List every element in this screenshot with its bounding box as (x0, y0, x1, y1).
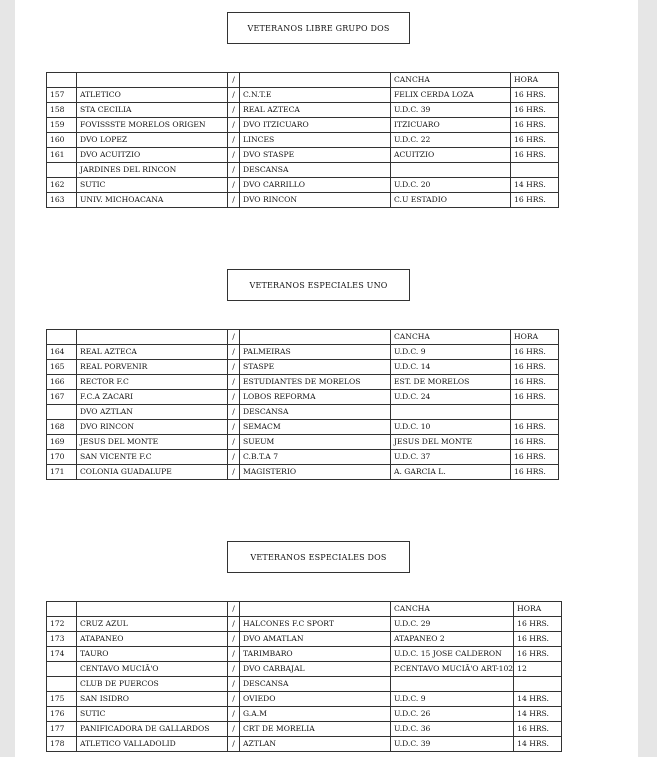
away-team-cell: HALCONES F.C SPORT (240, 617, 391, 632)
separator-cell: / (228, 465, 240, 480)
home-team-cell: SAN VICENTE F.C (77, 450, 228, 465)
separator-cell: / (228, 345, 240, 360)
match-number-cell: 168 (47, 420, 77, 435)
header-cell: HORA (514, 602, 562, 617)
match-number-cell: 165 (47, 360, 77, 375)
header-cell (240, 73, 391, 88)
time-cell: 16 HRS. (514, 647, 562, 662)
separator-cell: / (228, 617, 240, 632)
header-cell: CANCHA (391, 602, 514, 617)
home-team-cell: ATLETICO (77, 88, 228, 103)
venue-cell: P.CENTAVO MUCIĂ'O ART-102 (391, 662, 514, 677)
section-title: VETERANOS ESPECIALES DOS (227, 541, 410, 573)
match-number-cell: 158 (47, 103, 77, 118)
match-number-cell: 175 (47, 692, 77, 707)
home-team-cell: REAL PORVENIR (77, 360, 228, 375)
home-team-cell: SUTIC (77, 707, 228, 722)
match-number-cell: 173 (47, 632, 77, 647)
table-row (47, 133, 559, 148)
time-cell: 16 HRS. (511, 88, 559, 103)
table-row (47, 148, 559, 163)
away-team-cell: SEMACM (240, 420, 391, 435)
table-row (47, 632, 562, 647)
table-row (47, 465, 559, 480)
venue-cell: U.D.C. 39 (391, 103, 511, 118)
match-number-cell: 160 (47, 133, 77, 148)
time-cell: 16 HRS. (511, 465, 559, 480)
away-team-cell: DVO AMATLAN (240, 632, 391, 647)
match-number-cell: 162 (47, 178, 77, 193)
match-number-cell: 169 (47, 435, 77, 450)
separator-cell: / (228, 178, 240, 193)
time-cell: 16 HRS. (511, 360, 559, 375)
table-row (47, 375, 559, 390)
header-cell: HORA (511, 73, 559, 88)
header-cell (77, 73, 228, 88)
home-team-cell: JARDINES DEL RINCON (77, 163, 228, 178)
venue-cell: A. GARCIA L. (391, 465, 511, 480)
header-cell: / (228, 73, 240, 88)
section-title: VETERANOS LIBRE GRUPO DOS (227, 12, 410, 44)
time-cell: 16 HRS. (511, 420, 559, 435)
away-team-cell: ESTUDIANTES DE MORELOS (240, 375, 391, 390)
table-row (47, 737, 562, 752)
match-number-cell (47, 405, 77, 420)
header-cell (47, 73, 77, 88)
time-cell: 12 (514, 662, 562, 677)
away-team-cell: CRT DE MORELIA (240, 722, 391, 737)
home-team-cell: TAURO (77, 647, 228, 662)
away-team-cell: DESCANSA (240, 163, 391, 178)
schedule-table (46, 601, 562, 752)
table-row (47, 163, 559, 178)
separator-cell: / (228, 662, 240, 677)
home-team-cell: ATAPANEO (77, 632, 228, 647)
away-team-cell: DVO ITZICUARO (240, 118, 391, 133)
venue-cell (391, 677, 514, 692)
schedule-table (46, 329, 559, 480)
table-row (47, 707, 562, 722)
match-number-cell: 172 (47, 617, 77, 632)
home-team-cell: F.C.A ZACARI (77, 390, 228, 405)
time-cell (511, 405, 559, 420)
venue-cell: EST. DE MORELOS (391, 375, 511, 390)
separator-cell: / (228, 692, 240, 707)
home-team-cell: CENTAVO MUCIĂ'O (77, 662, 228, 677)
separator-cell: / (228, 103, 240, 118)
match-number-cell: 176 (47, 707, 77, 722)
away-team-cell: C.N.T.E (240, 88, 391, 103)
venue-cell: U.D.C. 15 JOSE CALDERON (391, 647, 514, 662)
match-number-cell: 178 (47, 737, 77, 752)
away-team-cell: G.A.M (240, 707, 391, 722)
home-team-cell: FOVISSSTE MORELOS ORIGEN (77, 118, 228, 133)
home-team-cell: DVO RINCON (77, 420, 228, 435)
away-team-cell: LINCES (240, 133, 391, 148)
table-row (47, 677, 562, 692)
away-team-cell: SUEUM (240, 435, 391, 450)
home-team-cell: UNIV. MICHOACANA (77, 193, 228, 208)
time-cell: 16 HRS. (511, 103, 559, 118)
table-row (47, 420, 559, 435)
away-team-cell: DVO CARRILLO (240, 178, 391, 193)
venue-cell: ACUITZIO (391, 148, 511, 163)
time-cell: 16 HRS. (514, 722, 562, 737)
match-number-cell: 164 (47, 345, 77, 360)
time-cell: 14 HRS. (514, 692, 562, 707)
venue-cell: U.D.C. 36 (391, 722, 514, 737)
separator-cell: / (228, 737, 240, 752)
separator-cell: / (228, 450, 240, 465)
match-number-cell (47, 677, 77, 692)
home-team-cell: ATLETICO VALLADOLID (77, 737, 228, 752)
table-row (47, 617, 562, 632)
time-cell: 16 HRS. (511, 450, 559, 465)
separator-cell: / (228, 148, 240, 163)
time-cell: 16 HRS. (511, 435, 559, 450)
table-row (47, 178, 559, 193)
separator-cell: / (228, 133, 240, 148)
header-cell (77, 602, 228, 617)
header-cell (77, 330, 228, 345)
away-team-cell: TARIMBARO (240, 647, 391, 662)
header-row (47, 330, 559, 345)
table-row (47, 193, 559, 208)
home-team-cell: CLUB DE PUERCOS (77, 677, 228, 692)
header-cell (240, 330, 391, 345)
header-cell (47, 330, 77, 345)
match-number-cell: 166 (47, 375, 77, 390)
header-cell: HORA (511, 330, 559, 345)
schedule-table (46, 72, 559, 208)
table-row (47, 103, 559, 118)
venue-cell: U.D.C. 37 (391, 450, 511, 465)
separator-cell: / (228, 647, 240, 662)
venue-cell: U.D.C. 10 (391, 420, 511, 435)
header-cell: CANCHA (391, 73, 511, 88)
away-team-cell: OVIEDO (240, 692, 391, 707)
separator-cell: / (228, 707, 240, 722)
time-cell: 16 HRS. (511, 133, 559, 148)
away-team-cell: REAL AZTECA (240, 103, 391, 118)
separator-cell: / (228, 435, 240, 450)
separator-cell: / (228, 405, 240, 420)
venue-cell: U.D.C. 39 (391, 737, 514, 752)
separator-cell: / (228, 375, 240, 390)
time-cell: 16 HRS. (514, 632, 562, 647)
home-team-cell: DVO ACUITZIO (77, 148, 228, 163)
home-team-cell: DVO LOPEZ (77, 133, 228, 148)
away-team-cell: DESCANSA (240, 405, 391, 420)
venue-cell: ATAPANEO 2 (391, 632, 514, 647)
home-team-cell: STA CECILIA (77, 103, 228, 118)
table-row (47, 450, 559, 465)
time-cell: 14 HRS. (514, 737, 562, 752)
time-cell: 14 HRS. (514, 707, 562, 722)
separator-cell: / (228, 420, 240, 435)
separator-cell: / (228, 360, 240, 375)
time-cell: 16 HRS. (514, 617, 562, 632)
venue-cell: JESUS DEL MONTE (391, 435, 511, 450)
time-cell: 16 HRS. (511, 390, 559, 405)
table-row (47, 722, 562, 737)
table-row (47, 88, 559, 103)
header-row (47, 602, 562, 617)
home-team-cell: DVO AZTLAN (77, 405, 228, 420)
table-row (47, 647, 562, 662)
match-number-cell: 161 (47, 148, 77, 163)
venue-cell: U.D.C. 14 (391, 360, 511, 375)
separator-cell: / (228, 722, 240, 737)
header-cell (47, 602, 77, 617)
time-cell (511, 163, 559, 178)
separator-cell: / (228, 193, 240, 208)
match-number-cell: 171 (47, 465, 77, 480)
time-cell: 16 HRS. (511, 193, 559, 208)
venue-cell: ITZICUARO (391, 118, 511, 133)
venue-cell (391, 405, 511, 420)
header-cell: CANCHA (391, 330, 511, 345)
header-cell (240, 602, 391, 617)
venue-cell: C.U ESTADIO (391, 193, 511, 208)
match-number-cell: 159 (47, 118, 77, 133)
table-row (47, 118, 559, 133)
section-title: VETERANOS ESPECIALES UNO (227, 269, 410, 301)
time-cell: 16 HRS. (511, 118, 559, 133)
home-team-cell: CRUZ AZUL (77, 617, 228, 632)
venue-cell: U.D.C. 26 (391, 707, 514, 722)
match-number-cell (47, 662, 77, 677)
match-number-cell: 167 (47, 390, 77, 405)
table-row (47, 692, 562, 707)
match-number-cell: 157 (47, 88, 77, 103)
match-number-cell: 170 (47, 450, 77, 465)
header-row (47, 73, 559, 88)
match-number-cell: 177 (47, 722, 77, 737)
match-number-cell (47, 163, 77, 178)
venue-cell: FELIX CERDA LOZA (391, 88, 511, 103)
home-team-cell: REAL AZTECA (77, 345, 228, 360)
venue-cell: U.D.C. 29 (391, 617, 514, 632)
match-number-cell: 163 (47, 193, 77, 208)
separator-cell: / (228, 88, 240, 103)
separator-cell: / (228, 118, 240, 133)
separator-cell: / (228, 390, 240, 405)
time-cell (514, 677, 562, 692)
venue-cell: U.D.C. 9 (391, 345, 511, 360)
time-cell: 16 HRS. (511, 148, 559, 163)
home-team-cell: COLONIA GUADALUPE (77, 465, 228, 480)
venue-cell: U.D.C. 9 (391, 692, 514, 707)
table-row (47, 345, 559, 360)
separator-cell: / (228, 632, 240, 647)
table-row (47, 390, 559, 405)
table-row (47, 662, 562, 677)
time-cell: 16 HRS. (511, 345, 559, 360)
time-cell: 14 HRS. (511, 178, 559, 193)
away-team-cell: MAGISTERIO (240, 465, 391, 480)
table-row (47, 435, 559, 450)
home-team-cell: RECTOR F.C (77, 375, 228, 390)
away-team-cell: DVO CARBAJAL (240, 662, 391, 677)
venue-cell: U.D.C. 22 (391, 133, 511, 148)
document-page (15, 0, 638, 757)
away-team-cell: STASPE (240, 360, 391, 375)
home-team-cell: JESUS DEL MONTE (77, 435, 228, 450)
away-team-cell: DVO STASPE (240, 148, 391, 163)
header-cell: / (228, 602, 240, 617)
separator-cell: / (228, 677, 240, 692)
home-team-cell: PANIFICADORA DE GALLARDOS (77, 722, 228, 737)
venue-cell (391, 163, 511, 178)
away-team-cell: DVO RINCON (240, 193, 391, 208)
away-team-cell: C.B.T.A 7 (240, 450, 391, 465)
venue-cell: U.D.C. 20 (391, 178, 511, 193)
away-team-cell: DESCANSA (240, 677, 391, 692)
home-team-cell: SAN ISIDRO (77, 692, 228, 707)
separator-cell: / (228, 163, 240, 178)
away-team-cell: AZTLAN (240, 737, 391, 752)
away-team-cell: LOBOS REFORMA (240, 390, 391, 405)
venue-cell: U.D.C. 24 (391, 390, 511, 405)
home-team-cell: SUTIC (77, 178, 228, 193)
away-team-cell: PALMEIRAS (240, 345, 391, 360)
table-row (47, 405, 559, 420)
match-number-cell: 174 (47, 647, 77, 662)
header-cell: / (228, 330, 240, 345)
time-cell: 16 HRS. (511, 375, 559, 390)
table-row (47, 360, 559, 375)
